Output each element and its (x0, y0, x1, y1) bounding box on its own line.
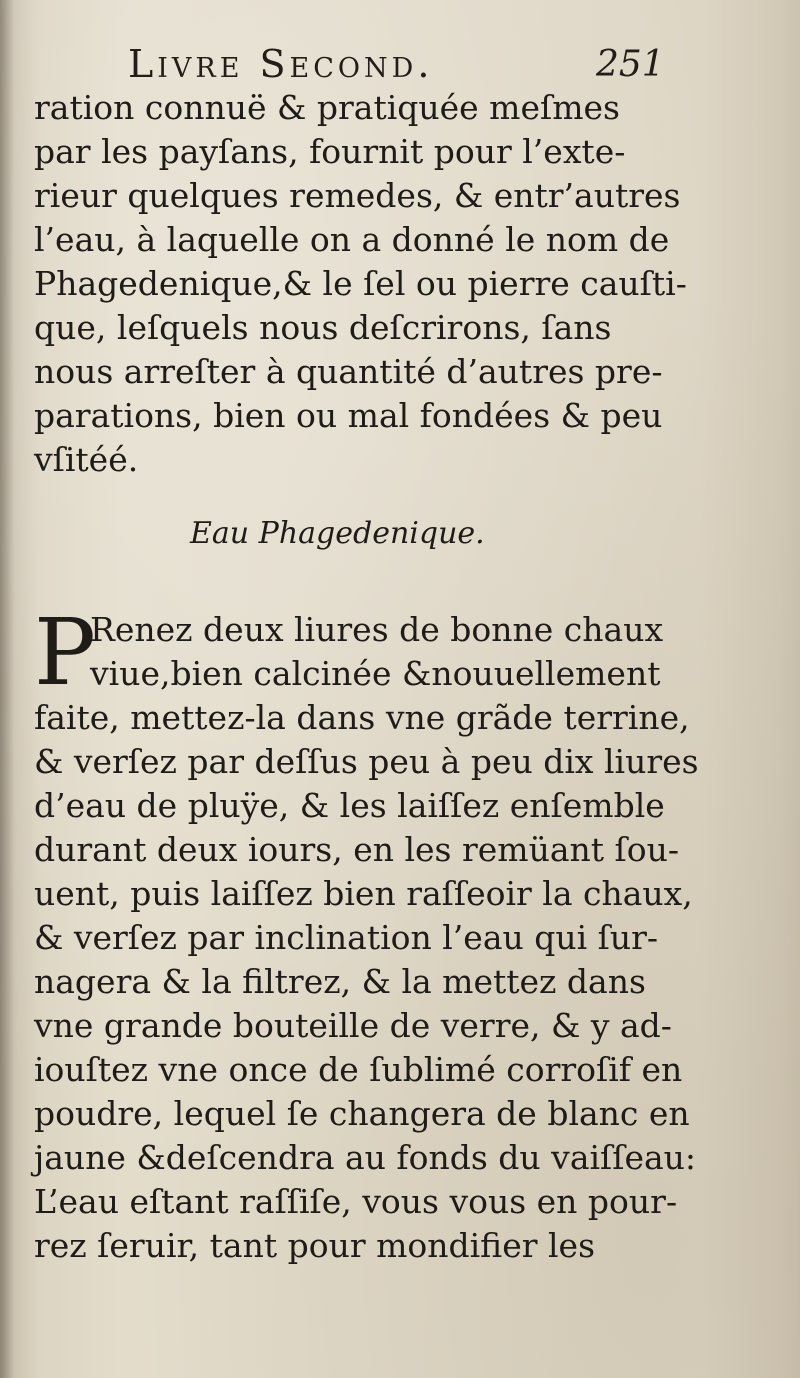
drop-cap: P (34, 599, 96, 706)
text-line: l’eau, à laquelle on a donné le nom de (34, 220, 670, 259)
gutter-shadow (0, 0, 14, 1378)
text-line: vne grande bouteille de verre, & y ad- (34, 1006, 672, 1045)
text-line: poudre, lequel ſe changera de blanc en (34, 1094, 690, 1133)
text-line: uent, puis laiſſez bien raſſeoir la chaux, (34, 874, 693, 913)
text-line: nous arreſter à quantité d’autres pre- (34, 352, 663, 391)
text-line: nagera & la filtrez, & la mettez dans (34, 962, 646, 1001)
text-line: durant deux iours, en les remüant ſou- (34, 830, 679, 869)
text-line: d’eau de pluÿe, & les laiſſez enſemble (34, 786, 665, 825)
text-line: vſitéé. (34, 440, 139, 479)
text-line: rieur quelques remedes, & entr’autres (34, 176, 681, 215)
text-line: & verſez par inclination l’eau qui ſur- (34, 918, 659, 957)
text-line: faite, mettez-la dans vne grãde terrine, (34, 698, 690, 737)
recipe-paragraph (34, 599, 699, 1268)
page-number: 251 (596, 44, 665, 85)
text-line: rez ſeruir, tant pour mondifier les (34, 1226, 595, 1265)
text-line: iouſtez vne once de ſublimé corroſif en (34, 1050, 683, 1089)
running-title: Livre Second. (128, 42, 434, 86)
text-line: Renez deux liures de bonne chaux (90, 610, 664, 649)
text-line: jaune &deſcendra au fonds du vaiſſeau: (34, 1138, 697, 1177)
intro-paragraph (34, 86, 687, 482)
text-line: & verſez par deſſus peu à peu dix liures (34, 742, 699, 781)
text-line: que, leſquels nous deſcrirons, ſans (34, 308, 612, 347)
text-line: L’eau eſtant raſſiſe, vous vous en pour- (34, 1182, 678, 1221)
text-line: Phagedenique,& le ſel ou pierre cauſti- (34, 264, 687, 303)
section-heading: Eau Phagedenique. (190, 516, 485, 551)
text-line: ration connuë & pratiquée meſmes (34, 88, 620, 127)
text-line: parations, bien ou mal fondées & peu (34, 396, 663, 435)
text-line: viue,bien calcinée &nouuellement (90, 654, 661, 693)
text-line: par les payſans, fournit pour l’exte- (34, 132, 626, 171)
